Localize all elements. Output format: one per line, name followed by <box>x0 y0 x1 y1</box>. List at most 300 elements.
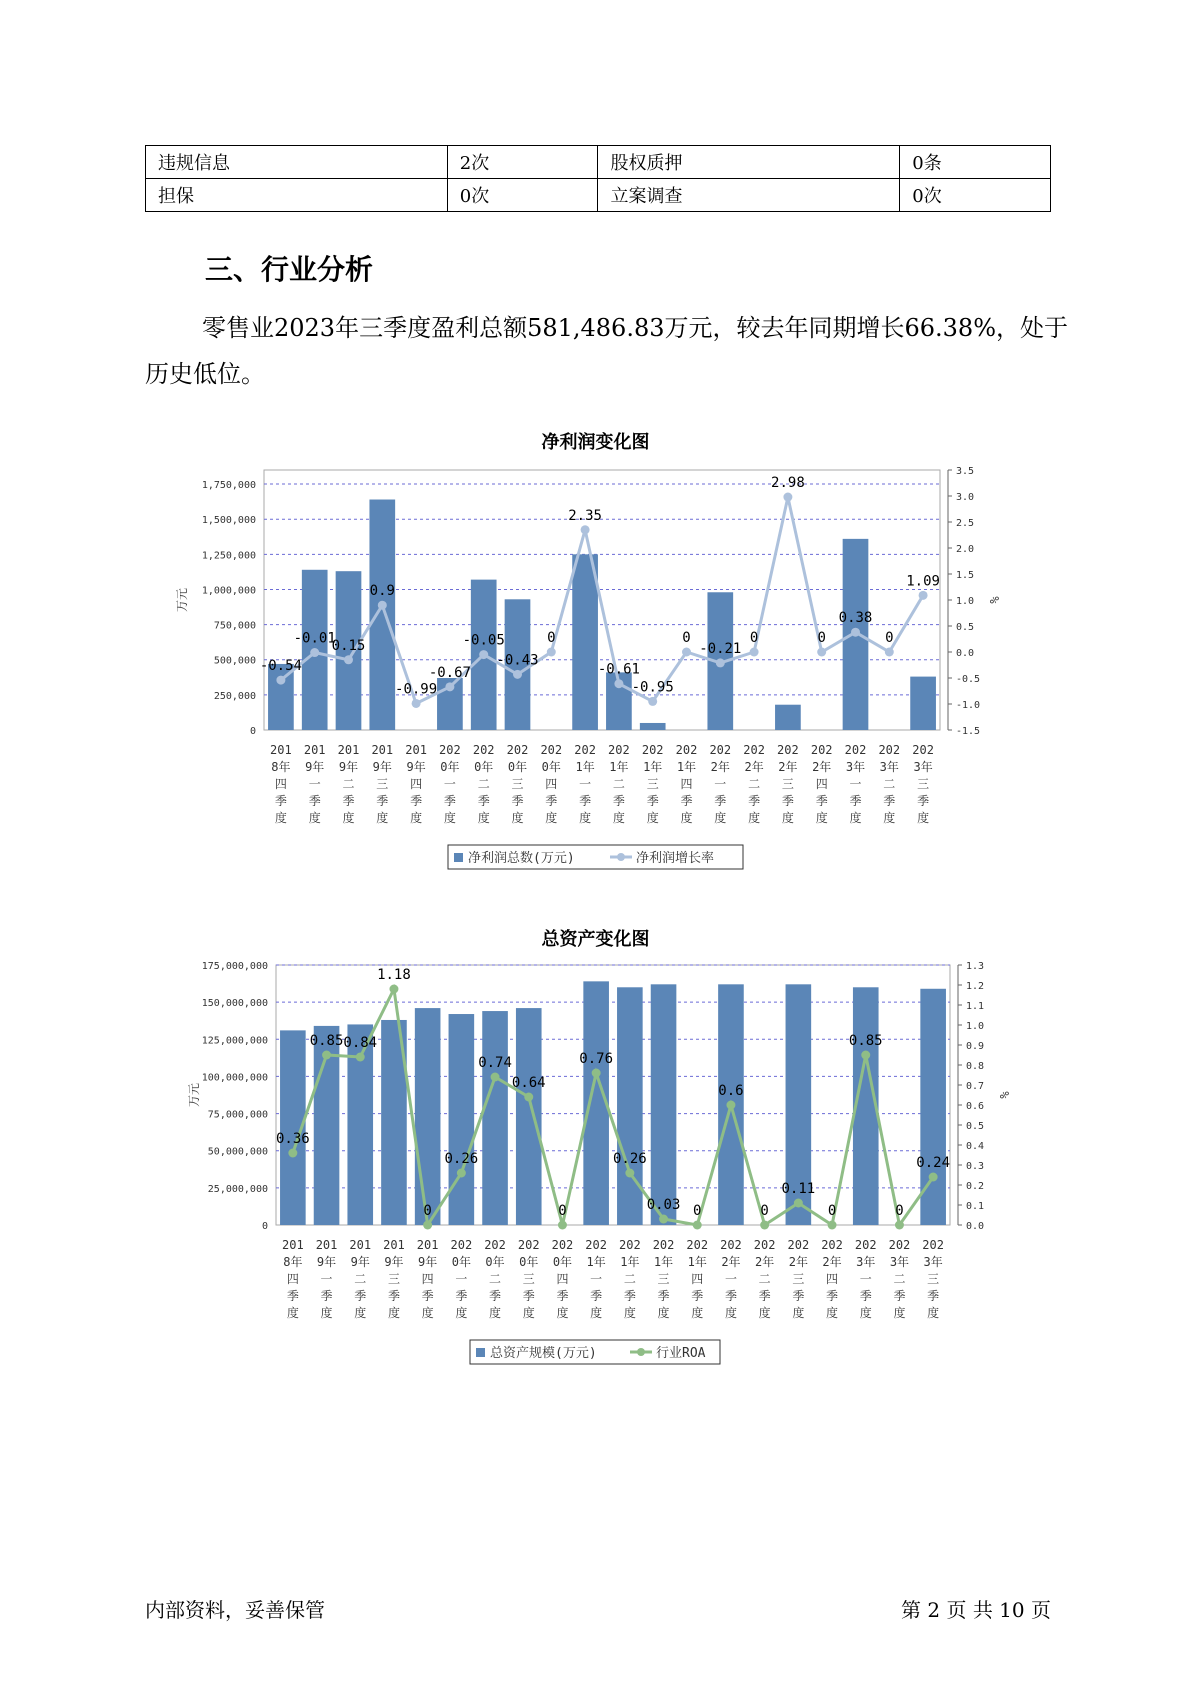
category-label: 季 <box>387 1289 400 1303</box>
category-label: 季 <box>623 1289 636 1303</box>
legend-line-marker <box>617 853 625 861</box>
right-tick-label: 0.8 <box>966 1061 985 1072</box>
right-tick-label: 0.0 <box>956 648 975 659</box>
left-tick-label: 750,000 <box>213 620 256 632</box>
category-label: 季 <box>781 794 794 808</box>
category-label: 度 <box>657 1306 670 1320</box>
category-label: 度 <box>511 811 524 825</box>
category-label: 0年 <box>440 760 460 774</box>
category-label: 202 <box>787 1238 810 1252</box>
category-label: 度 <box>590 1306 603 1320</box>
left-tick-label: 1,250,000 <box>201 550 256 562</box>
category-label: 四 <box>410 777 423 791</box>
line-point <box>423 1221 432 1230</box>
category-label: 0年 <box>451 1255 471 1269</box>
right-tick-label: -1.0 <box>956 700 981 711</box>
data-label: 2.35 <box>568 507 602 524</box>
bar <box>369 500 395 730</box>
data-label: 0 <box>749 630 759 646</box>
category-label: 202 <box>540 743 563 757</box>
data-label: -0.67 <box>428 664 471 681</box>
category-label: 季 <box>724 1289 737 1303</box>
category-label: 度 <box>714 811 727 825</box>
category-label: 二 <box>748 777 761 791</box>
line-point <box>817 648 826 657</box>
category-label: 二 <box>883 777 896 791</box>
right-tick-label: 2.0 <box>956 544 975 555</box>
category-label: 202 <box>472 743 495 757</box>
category-label: 度 <box>680 811 693 825</box>
category-label: 1年 <box>575 760 595 774</box>
category-label: 度 <box>286 1306 299 1320</box>
category-label: 一 <box>859 1272 872 1286</box>
left-tick-label: 125,000,000 <box>201 1035 268 1047</box>
data-label: -0.43 <box>496 652 539 669</box>
category-label: 二 <box>342 777 355 791</box>
category-label: 9年 <box>372 760 392 774</box>
category-label: 季 <box>691 1289 704 1303</box>
section-paragraph: 零售业2023年三季度盈利总额581,486.83万元，较去年同期增长66.38%，处于历史低位。 <box>145 314 1069 388</box>
line-point <box>344 655 353 664</box>
category-label: 1年 <box>586 1255 606 1269</box>
category-label: 季 <box>590 1289 603 1303</box>
category-label: 0年 <box>474 760 494 774</box>
table-cell: 担保 <box>146 179 448 212</box>
chart-title-net-profit: 净利润变化图 <box>541 432 650 453</box>
category-label: 四 <box>545 777 558 791</box>
data-label: 0.11 <box>781 1181 816 1197</box>
bar <box>482 1011 508 1225</box>
data-label: -0.54 <box>259 658 302 675</box>
chart-title-total-assets: 总资产变化图 <box>541 929 650 950</box>
right-tick-label: 0.3 <box>966 1161 985 1172</box>
category-label: 季 <box>612 794 625 808</box>
category-label: 三 <box>511 777 524 791</box>
bar <box>775 705 801 730</box>
category-label: 季 <box>274 794 287 808</box>
bar <box>449 1014 475 1225</box>
category-label: 三 <box>376 777 389 791</box>
category-label: 201 <box>315 1238 338 1252</box>
category-label: 202 <box>777 743 799 757</box>
category-label: 季 <box>545 794 558 808</box>
category-label: 季 <box>893 1289 906 1303</box>
category-label: 2年 <box>755 1255 775 1269</box>
category-label: 度 <box>612 811 625 825</box>
right-tick-label: 0.2 <box>966 1181 985 1192</box>
total-assets-chart <box>0 950 1191 1370</box>
category-label: 202 <box>922 1238 944 1252</box>
category-label: 202 <box>821 1238 843 1252</box>
category-label: 度 <box>410 811 423 825</box>
category-label: 201 <box>405 743 427 757</box>
data-label: 0.9 <box>369 583 395 600</box>
line-point <box>716 658 725 667</box>
line-point <box>726 1101 735 1110</box>
line-point <box>412 699 421 708</box>
category-label: 度 <box>691 1306 704 1320</box>
left-tick-label: 1,500,000 <box>201 515 256 527</box>
data-label: 1.09 <box>906 573 940 590</box>
left-axis-label: 万元 <box>175 587 189 613</box>
category-label: 三 <box>792 1272 805 1286</box>
category-label: 季 <box>286 1289 299 1303</box>
category-label: 202 <box>506 743 529 757</box>
category-label: 202 <box>484 1238 506 1252</box>
section-title: 三、行业分析 <box>205 253 374 286</box>
line-point <box>760 1221 769 1230</box>
left-tick-label: 50,000,000 <box>207 1146 268 1158</box>
category-label: 201 <box>371 743 394 757</box>
category-label: 度 <box>917 811 930 825</box>
right-tick-label: -1.5 <box>956 726 981 737</box>
legend-line-label: 净利润增长率 <box>636 851 715 866</box>
category-label: 季 <box>308 794 321 808</box>
category-label: 202 <box>585 1238 607 1252</box>
net-profit-chart <box>0 450 1191 870</box>
category-label: 季 <box>680 794 693 808</box>
category-label: 9年 <box>350 1255 370 1269</box>
data-label: -0.61 <box>597 661 640 678</box>
bar <box>651 984 677 1225</box>
category-label: 二 <box>758 1272 771 1286</box>
category-label: 0年 <box>507 760 528 774</box>
right-tick-label: -0.5 <box>956 674 981 685</box>
data-label: 0.15 <box>331 637 366 654</box>
data-label: -0.21 <box>699 640 742 657</box>
line-point <box>378 601 387 610</box>
right-tick-label: 1.0 <box>966 1021 985 1032</box>
category-label: 202 <box>720 1238 742 1252</box>
left-tick-label: 150,000,000 <box>201 998 268 1010</box>
category-label: 一 <box>320 1272 333 1286</box>
plot-area <box>276 965 950 1225</box>
category-label: 季 <box>815 794 828 808</box>
line-point <box>794 1199 803 1208</box>
category-label: 202 <box>686 1238 709 1252</box>
data-label: 0 <box>760 1203 769 1219</box>
category-label: 度 <box>893 1306 906 1320</box>
category-label: 度 <box>477 811 490 825</box>
category-label: 8年 <box>283 1255 303 1269</box>
line-point <box>356 1053 365 1062</box>
category-label: 四 <box>274 777 287 791</box>
data-label: 0.36 <box>275 1131 310 1147</box>
category-label: 2年 <box>721 1255 741 1269</box>
category-label: 201 <box>416 1238 439 1252</box>
category-label: 度 <box>376 811 389 825</box>
left-tick-label: 25,000,000 <box>207 1183 268 1195</box>
category-label: 季 <box>320 1289 333 1303</box>
line-point <box>524 1093 533 1102</box>
category-label: 三 <box>522 1272 535 1286</box>
right-tick-label: 0.5 <box>956 622 975 633</box>
right-tick-label: 3.5 <box>956 466 975 477</box>
data-label: -0.95 <box>631 679 674 696</box>
line-point <box>491 1073 500 1082</box>
right-tick-label: 0.1 <box>966 1201 985 1212</box>
category-label: 2年 <box>822 1255 842 1269</box>
category-label: 三 <box>927 1272 940 1286</box>
category-label: 9年 <box>338 760 359 774</box>
line-point <box>614 679 623 688</box>
footer-left: 内部资料，妥善保管 <box>145 1598 325 1622</box>
category-label: 度 <box>274 811 287 825</box>
line-point <box>625 1169 634 1178</box>
left-tick-label: 0 <box>261 1221 268 1232</box>
category-label: 四 <box>826 1272 839 1286</box>
category-label: 0年 <box>519 1255 539 1269</box>
legend-bar-swatch <box>476 1348 485 1357</box>
data-label: 0.26 <box>444 1151 479 1167</box>
category-label: 202 <box>878 743 901 757</box>
line-point <box>851 628 860 637</box>
category-label: 度 <box>387 1306 400 1320</box>
category-label: 二 <box>489 1272 502 1286</box>
category-label: 度 <box>792 1306 805 1320</box>
category-label: 度 <box>646 811 659 825</box>
line-point <box>581 525 590 534</box>
right-tick-label: 0.6 <box>966 1101 985 1112</box>
data-label: 0.84 <box>343 1035 378 1051</box>
data-label: 0.85 <box>309 1033 344 1049</box>
category-label: 一 <box>579 777 592 791</box>
category-label: 季 <box>859 1289 872 1303</box>
line-point <box>750 648 759 657</box>
category-label: 2年 <box>778 760 798 774</box>
category-label: 度 <box>320 1306 333 1320</box>
category-label: 季 <box>489 1289 502 1303</box>
data-label: -0.05 <box>462 632 505 649</box>
category-label: 季 <box>748 794 761 808</box>
line-point <box>682 648 691 657</box>
category-label: 四 <box>815 777 828 791</box>
line-point <box>828 1221 837 1230</box>
bar <box>617 987 643 1225</box>
category-label: 四 <box>556 1272 569 1286</box>
category-label: 9年 <box>384 1255 404 1269</box>
category-label: 一 <box>443 777 456 791</box>
category-label: 202 <box>608 743 630 757</box>
category-label: 202 <box>854 1238 877 1252</box>
bar <box>640 723 666 730</box>
category-label: 度 <box>455 1306 468 1320</box>
category-label: 度 <box>724 1306 737 1320</box>
category-label: 202 <box>675 743 698 757</box>
category-label: 3年 <box>856 1255 876 1269</box>
category-label: 季 <box>826 1289 839 1303</box>
right-tick-label: 1.3 <box>966 961 985 972</box>
category-label: 202 <box>551 1238 574 1252</box>
category-label: 四 <box>421 1272 434 1286</box>
category-label: 一 <box>849 777 862 791</box>
category-label: 201 <box>383 1238 405 1252</box>
category-label: 201 <box>337 743 360 757</box>
data-label: 0.03 <box>646 1197 681 1213</box>
category-label: 9年 <box>406 760 426 774</box>
table-cell: 0次 <box>900 179 1051 212</box>
category-label: 3年 <box>889 1255 910 1269</box>
data-label: 0.74 <box>478 1055 512 1071</box>
line-point <box>558 1221 567 1230</box>
category-label: 202 <box>619 1238 641 1252</box>
category-label: 0年 <box>485 1255 505 1269</box>
category-label: 9年 <box>316 1255 337 1269</box>
line-point <box>389 985 398 994</box>
right-tick-label: 0.5 <box>966 1121 985 1132</box>
bar <box>516 1008 542 1225</box>
category-label: 季 <box>354 1289 367 1303</box>
category-label: 9年 <box>418 1255 438 1269</box>
category-label: 季 <box>342 794 355 808</box>
category-label: 1年 <box>643 760 663 774</box>
line-point <box>861 1051 870 1060</box>
category-label: 度 <box>758 1306 771 1320</box>
category-label: 202 <box>652 1238 675 1252</box>
left-tick-label: 1,000,000 <box>201 585 256 597</box>
data-label: 0 <box>682 630 691 646</box>
category-label: 度 <box>815 811 828 825</box>
category-label: 三 <box>387 1272 400 1286</box>
data-label: 0 <box>693 1203 702 1219</box>
line-point <box>919 591 928 600</box>
info-table <box>145 145 1051 212</box>
category-label: 季 <box>714 794 727 808</box>
left-tick-label: 100,000,000 <box>201 1072 268 1084</box>
line-point <box>592 1069 601 1078</box>
data-label: 0.64 <box>511 1075 546 1091</box>
data-label: -0.01 <box>293 630 336 647</box>
category-label: 202 <box>574 743 596 757</box>
category-label: 2年 <box>710 760 730 774</box>
data-label: 0 <box>558 1203 567 1219</box>
line-point <box>659 1215 668 1224</box>
category-label: 0年 <box>552 1255 573 1269</box>
legend-bar-swatch <box>454 853 463 862</box>
category-label: 度 <box>579 811 592 825</box>
category-label: 度 <box>748 811 761 825</box>
legend-line-label: 行业ROA <box>656 1346 706 1361</box>
category-label: 度 <box>927 1306 940 1320</box>
category-label: 度 <box>781 811 794 825</box>
category-label: 202 <box>517 1238 540 1252</box>
category-label: 202 <box>743 743 765 757</box>
data-label: 0.76 <box>579 1051 614 1067</box>
right-tick-label: 2.5 <box>956 518 975 529</box>
bar <box>572 554 598 730</box>
data-label: 0 <box>895 1203 904 1219</box>
right-tick-label: 1.1 <box>966 1001 985 1012</box>
bar <box>415 1008 441 1225</box>
category-label: 202 <box>810 743 833 757</box>
line-point <box>457 1169 466 1178</box>
category-label: 3年 <box>913 760 933 774</box>
data-label: 0.24 <box>916 1155 951 1171</box>
table-cell: 违规信息 <box>146 146 448 179</box>
category-label: 季 <box>917 794 930 808</box>
right-tick-label: 1.0 <box>956 596 975 607</box>
category-label: 季 <box>455 1289 468 1303</box>
right-tick-label: 0.7 <box>966 1081 985 1092</box>
category-label: 202 <box>450 1238 473 1252</box>
left-axis-label: 万元 <box>187 1082 201 1108</box>
category-label: 201 <box>270 743 292 757</box>
category-label: 季 <box>556 1289 569 1303</box>
right-tick-label: 0.0 <box>966 1221 985 1232</box>
category-label: 1年 <box>676 760 697 774</box>
table-cell: 2次 <box>447 146 598 179</box>
category-label: 季 <box>511 794 524 808</box>
category-label: 季 <box>421 1289 434 1303</box>
left-tick-label: 250,000 <box>213 690 256 702</box>
bar <box>910 677 936 730</box>
category-label: 四 <box>691 1272 704 1286</box>
category-label: 1年 <box>653 1255 674 1269</box>
category-label: 季 <box>849 794 862 808</box>
line-point <box>895 1221 904 1230</box>
left-tick-label: 500,000 <box>213 655 256 667</box>
category-label: 3年 <box>923 1255 943 1269</box>
category-label: 201 <box>303 743 326 757</box>
category-label: 四 <box>286 1272 299 1286</box>
category-label: 季 <box>657 1289 670 1303</box>
data-label: 0 <box>423 1203 432 1219</box>
line-point <box>513 670 522 679</box>
right-tick-label: 1.5 <box>956 570 975 581</box>
category-label: 度 <box>489 1306 502 1320</box>
category-label: 2年 <box>744 760 764 774</box>
data-label: 0.6 <box>718 1083 744 1099</box>
category-label: 二 <box>612 777 625 791</box>
legend-bar-label: 净利润总数(万元) <box>468 851 575 866</box>
left-tick-label: 0 <box>249 726 256 737</box>
category-label: 0年 <box>541 760 561 774</box>
category-label: 1年 <box>609 760 629 774</box>
data-label: 0 <box>885 630 894 646</box>
category-label: 202 <box>439 743 461 757</box>
line-point <box>648 697 657 706</box>
category-label: 度 <box>623 1306 636 1320</box>
right-tick-label: 0.4 <box>966 1141 985 1152</box>
category-label: 度 <box>859 1306 872 1320</box>
category-label: 一 <box>455 1272 468 1286</box>
line-point <box>783 493 792 502</box>
line-point <box>479 650 488 659</box>
category-label: 201 <box>349 1238 372 1252</box>
category-label: 季 <box>477 794 490 808</box>
line-point <box>693 1221 702 1230</box>
category-label: 度 <box>354 1306 367 1320</box>
category-label: 202 <box>844 743 867 757</box>
category-label: 三 <box>657 1272 670 1286</box>
table-cell: 0次 <box>447 179 598 212</box>
category-label: 季 <box>443 794 456 808</box>
category-label: 度 <box>308 811 321 825</box>
data-label: 1.18 <box>377 967 411 983</box>
category-label: 度 <box>826 1306 839 1320</box>
data-label: 0 <box>827 1203 837 1219</box>
category-label: 度 <box>342 811 355 825</box>
category-label: 度 <box>421 1306 434 1320</box>
table-cell: 0条 <box>900 146 1051 179</box>
category-label: 202 <box>753 1238 776 1252</box>
category-label: 三 <box>917 777 930 791</box>
category-label: 8年 <box>271 760 291 774</box>
category-label: 一 <box>590 1272 603 1286</box>
right-tick-label: 1.2 <box>966 981 985 992</box>
category-label: 二 <box>623 1272 636 1286</box>
category-label: 202 <box>912 743 934 757</box>
